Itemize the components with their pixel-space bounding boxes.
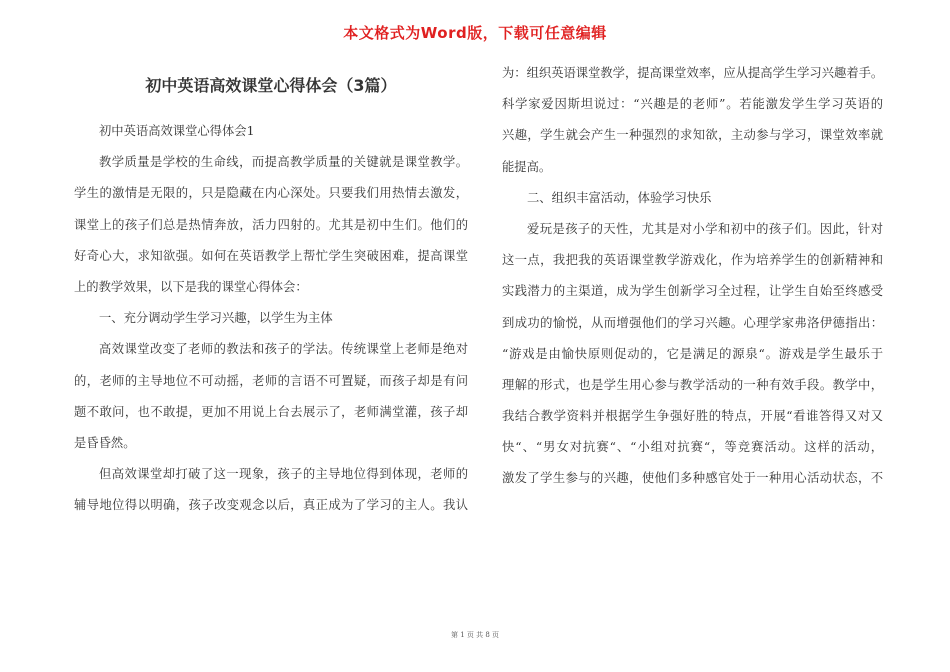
text-line: 到成功的愉悦，从而增强他们的学习兴趣。心理学家弗洛伊德指出：	[502, 315, 883, 330]
text-line: 为：组织英语课堂教学，提高课堂效率，应从提高学生学习兴趣着手。	[502, 66, 883, 80]
right-column-lines	[502, 58, 883, 495]
text-line: 理解的形式，也是学生用心参与教学活动的一种有效手段。教学中，	[502, 377, 883, 392]
text-line: 初中英语高效课堂心得体会1	[99, 124, 255, 138]
document-title: 初中英语高效课堂心得体会（3篇）	[145, 76, 397, 95]
text-line: 科学家爱因斯坦说过：“兴趣是的老师”。若能激发学生学习英语的	[502, 97, 883, 112]
text-line: 二、组织丰富活动，体验学习快乐	[527, 190, 712, 205]
text-line: 但高效课堂却打破了这一现象，孩子的主导地位得到体现，老师的	[99, 467, 468, 482]
text-line: 能提高。	[502, 159, 552, 174]
text-line: 上的教学效果，以下是我的课堂心得体会：	[74, 279, 308, 294]
text-line: 课堂上的孩子们总是热情奔放，活力四射的。尤其是初中生们。他们的	[74, 217, 468, 232]
left-column-lines	[74, 116, 468, 521]
text-line: 实践潜力的主渠道，成为学生创新学习全过程，让学生自始至终感受	[502, 284, 883, 299]
text-line: 我结合教学资料并根据学生争强好胜的特点，开展“看谁答得又对又	[502, 409, 883, 424]
text-line: 兴趣，学生就会产生一种强烈的求知欲，主动参与学习，课堂效率就	[502, 128, 883, 143]
text-line: 题不敢问，也不敢提，更加不用说上台去展示了，老师满堂灌，孩子却	[74, 404, 468, 419]
text-line: 的，老师的主导地位不可动摇，老师的言语不可置疑，而孩子却是有问	[74, 373, 468, 388]
text-line: 激发了学生参与的兴趣，使他们多种感官处于一种用心活动状态，不	[502, 471, 883, 486]
text-line: “游戏是由愉快原则促动的，它是满足的源泉“。游戏是学生最乐于	[502, 346, 883, 361]
text-line: 教学质量是学校的生命线，而提高教学质量的关键就是课堂教学。	[99, 155, 468, 170]
text-line: 快“、“男女对抗赛“、“小组对抗赛“，等竞赛活动。这样的活动，	[502, 440, 883, 455]
page-footer: 第 1 页 共 8 页	[450, 631, 500, 639]
text-line: 这一点，我把我的英语课堂教学游戏化，作为培养学生的创新精神和	[502, 253, 883, 268]
text-line: 一、充分调动学生学习兴趣，以学生为主体	[99, 311, 333, 326]
text-line: 好奇心大，求知欲强。如何在英语教学上帮忙学生突破困难，提高课堂	[74, 248, 468, 263]
format-banner: 本文格式为Word版，下载可任意编辑	[343, 24, 607, 42]
text-line: 辅导地位得以明确，孩子改变观念以后，真正成为了学习的主人。我认	[74, 498, 468, 513]
text-line: 是昏昏然。	[74, 435, 136, 450]
text-line: 高效课堂改变了老师的教法和孩子的学法。传统课堂上老师是绝对	[99, 342, 468, 357]
text-line: 爱玩是孩子的天性，尤其是对小学和初中的孩子们。因此，针对	[527, 221, 883, 236]
text-line: 学生的激情是无限的，只是隐藏在内心深处。只要我们用热情去激发，	[74, 186, 468, 201]
